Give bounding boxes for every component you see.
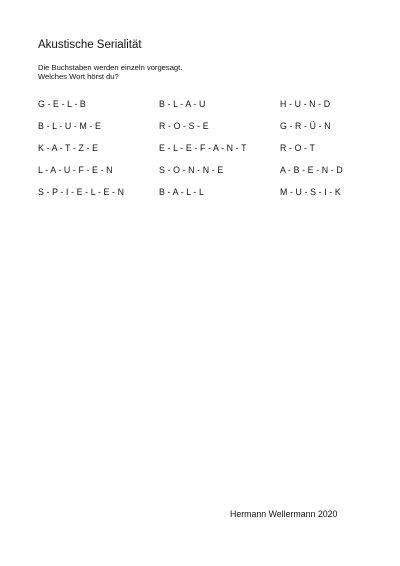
- spelled-word: K - A - T - Z - E: [38, 143, 99, 153]
- spelled-word: A - B - E - N - D: [280, 165, 343, 175]
- worksheet-title: Akustische Serialität: [38, 39, 142, 51]
- spelled-word: R - O - T: [280, 143, 315, 153]
- word-row: [38, 165, 378, 187]
- instructions: [38, 63, 182, 81]
- spelled-word: G - R - Ü - N: [280, 121, 331, 131]
- spelled-word: S - O - N - N - E: [159, 165, 224, 175]
- spelled-word: B - L - U - M - E: [38, 121, 101, 131]
- spelled-word: G - E - L - B: [38, 99, 86, 109]
- word-row: [38, 143, 378, 165]
- word-grid: [38, 99, 378, 209]
- spelled-word: B - A - L - L: [159, 187, 204, 197]
- spelled-word: E - L - E - F - A - N - T: [159, 143, 247, 153]
- spelled-word: R - O - S - E: [159, 121, 209, 131]
- word-row: [38, 187, 378, 209]
- instruction-line-1: Die Buchstaben werden einzeln vorgesagt.: [38, 63, 183, 72]
- author-credit: Hermann Wellermann 2020: [230, 509, 338, 519]
- instruction-line-2: Welches Wort hörst du?: [38, 72, 119, 81]
- spelled-word: H - U - N - D: [280, 99, 331, 109]
- spelled-word: M - U - S - I - K: [280, 187, 341, 197]
- word-row: [38, 99, 378, 121]
- spelled-word: B - L - A - U: [159, 99, 206, 109]
- spelled-word: L - A - U - F - E - N: [38, 165, 113, 175]
- spelled-word: S - P - I - E - L - E - N: [38, 187, 125, 197]
- word-row: [38, 121, 378, 143]
